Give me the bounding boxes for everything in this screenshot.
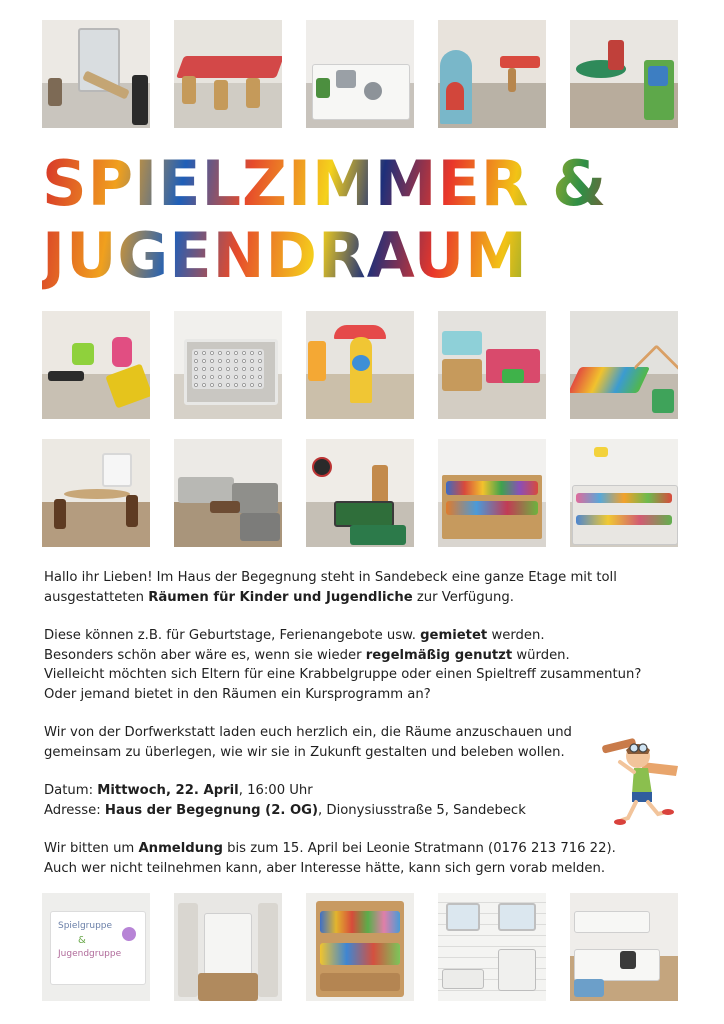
highlight-regular-use: regelmäßig genutzt (365, 647, 513, 663)
photo-play-mats-climbing-triangle (570, 311, 678, 419)
photo-row-top (42, 20, 678, 128)
title-line-2: JUGENDRAUM (42, 219, 528, 292)
address-value: Haus der Begegnung (2. OG) (104, 802, 319, 818)
usage-paragraph: Diese können z.B. für Geburtstage, Ferienangebote usw. gemietet werden. Besonders schön aber wäre es, wenn sie wieder regelmäßig genutzt würden. Vielleicht möchten sich Eltern für eine Krabbelgruppe oder einen Spieltreff zusammentun? Oder jemand bietet in den Räumen ein Kursprogramm an? (44, 628, 642, 702)
photo-row-lower (42, 439, 678, 547)
photo-book-shelf (306, 893, 414, 1001)
photo-playroom-tent-table (438, 20, 546, 128)
photo-hallway (174, 893, 282, 1001)
photo-dartboard-table-football (306, 439, 414, 547)
time-value: , 16:00 Uhr (238, 783, 313, 798)
address-rest: , Dionysiusstraße 5, Sandebeck (318, 802, 526, 818)
photo-playroom-green-table (570, 20, 678, 128)
date-value: Mittwoch, 22. April (97, 783, 239, 798)
highlight-rented: gemietet (420, 628, 488, 643)
registration-paragraph: Wir bitten um Anmeldung bis zum 15. April bei Leonie Stratmann (0176 213 716 22). Auch wer nicht teilnehmen kann, aber Interesse hätte, kann sich gern vorab melden. (44, 841, 616, 876)
event-details (44, 781, 684, 820)
photo-toy-storage-boxes (438, 311, 546, 419)
highlight-registration: Anmeldung (138, 841, 223, 856)
photo-kitchen (570, 893, 678, 1001)
address-label: Adresse: (44, 802, 105, 818)
photo-game-shelf (438, 439, 546, 547)
invitation-paragraph: Wir von der Dorfwerkstatt laden euch herzlich ein, die Räume anzuschauen und gemeinsam zu überlegen, wie wir sie in Zukunft gestalten und beleben wollen. (44, 725, 572, 760)
sign-text-line-3: Jugendgruppe (58, 949, 122, 959)
photo-sofa-lounge (174, 439, 282, 547)
title-line-1: SPIELZIMMER & (42, 147, 608, 220)
photo-toy-rocket-tower (306, 311, 414, 419)
photo-bathroom (438, 893, 546, 1001)
photo-row-bottom (42, 893, 678, 1001)
intro-paragraph: Hallo ihr Lieben! Im Haus der Begegnung steht in Sandebeck eine ganze Etage mit toll ausgestatteten Räumen für Kinder und Jugendliche zur Verfügung. (44, 570, 617, 605)
body-text (44, 568, 684, 897)
photo-playroom-mirror-slide (42, 20, 150, 128)
sign-text-line-2: & (78, 935, 86, 946)
pilot-kid-illustration (598, 732, 684, 832)
photo-dining-table-chairs (42, 439, 150, 547)
photo-row-middle (42, 311, 678, 419)
sign-text-line-1: Spielgruppe (58, 921, 113, 931)
highlight-rooms: Räumen für Kinder und Jugendliche (148, 589, 413, 605)
photo-ride-on-toys (42, 311, 150, 419)
photo-play-kitchen (306, 20, 414, 128)
photo-toy-shelves (570, 439, 678, 547)
date-label: Datum: (44, 783, 98, 798)
poster-title (42, 148, 682, 292)
photo-ball-pit (174, 311, 282, 419)
photo-room-red-table-chairs (174, 20, 282, 128)
photo-spielgruppe-sign (42, 893, 150, 1001)
